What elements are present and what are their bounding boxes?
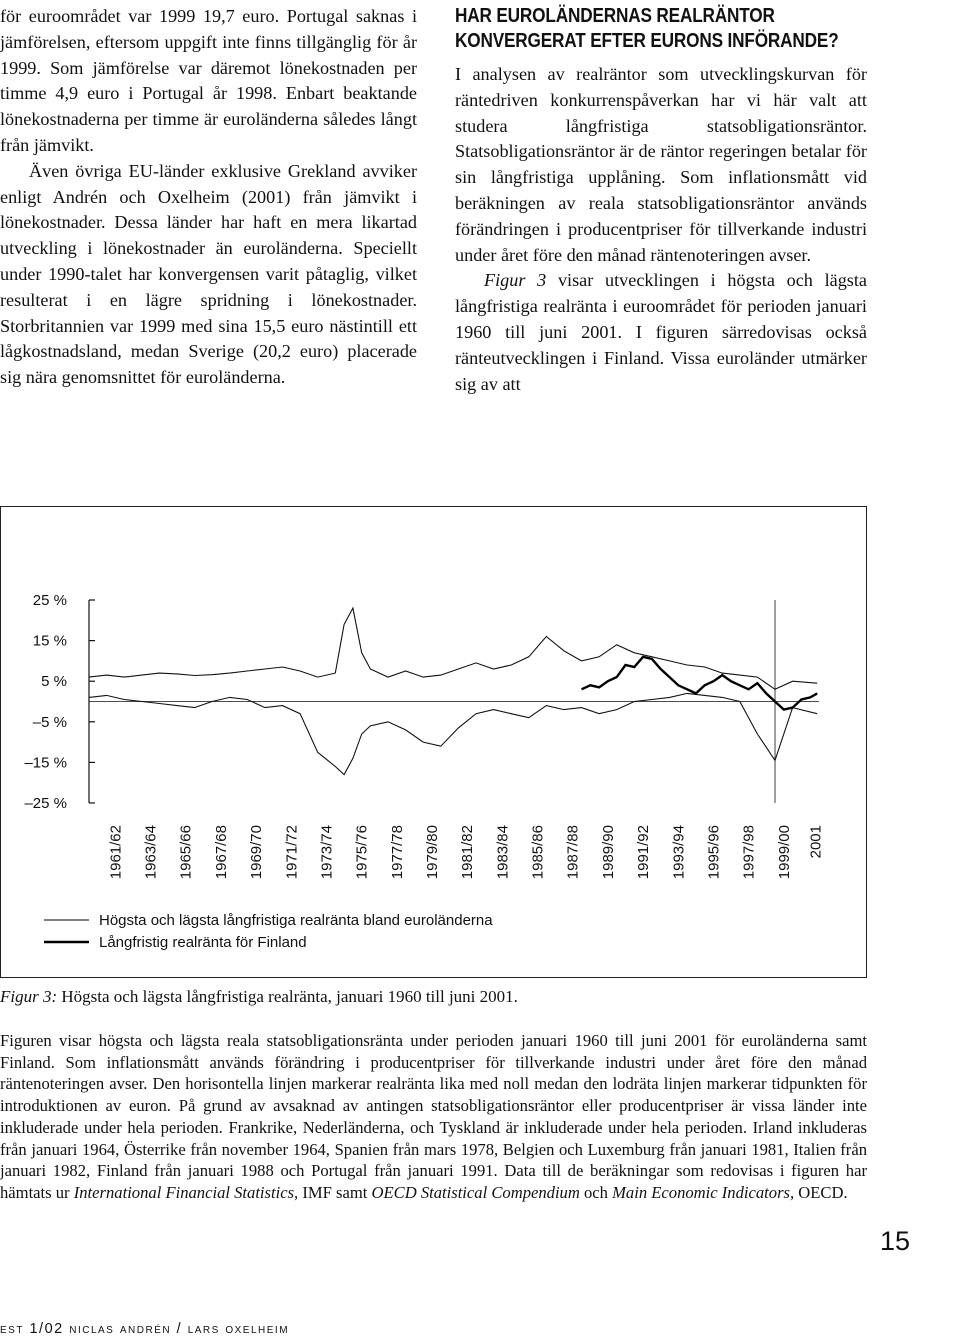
source-international-financial-statistics: International Financial Statistics, <box>73 1182 299 1202</box>
y-tick-label: –25 % <box>24 795 67 812</box>
y-tick-label: 5 % <box>41 673 67 691</box>
left-text-column <box>0 4 417 391</box>
x-tick-label: 1977/78 <box>388 825 406 880</box>
y-tick-label: 15 % <box>32 632 67 650</box>
section-heading-line-2: KONVERGERAT EFTER EURONS INFÖRANDE? <box>455 30 839 52</box>
source-oecd-statistical-compendium: OECD Statistical Compendium <box>371 1182 580 1202</box>
running-footer: est 1/02 niclas andrén / lars oxelheim <box>0 1321 290 1337</box>
legend-label: Långfristig realränta för Finland <box>99 934 307 951</box>
right-paragraph-2-text: visar utvecklingen i högsta och lägsta långfristiga realränta i euroområdet för perioden januari 1960 till juni 2001. I figuren särredovisas också ränteutvecklingen i Finland. Vissa euroländer utmärker sig av att <box>455 270 867 394</box>
description-text-2: IMF samt <box>298 1182 372 1202</box>
x-tick-label: 1997/98 <box>740 825 758 880</box>
section-heading-line-1: HAR EUROLÄNDERNAS REALRÄNTOR <box>455 5 775 27</box>
x-tick-label: 1993/94 <box>670 825 688 880</box>
y-tick-label: 25 % <box>32 592 67 609</box>
x-tick-label: 1961/62 <box>107 825 125 880</box>
x-tick-label: 1985/86 <box>529 825 547 880</box>
description-text-3: och <box>579 1182 613 1202</box>
series-highest-line <box>89 608 817 689</box>
figure-caption-label: Figur 3: <box>0 987 58 1006</box>
left-paragraph-1: för euroområdet var 1999 19,7 euro. Portugal saknas i jämförelsen, eftersom uppgift inte finns tillgänglig för år 1999. Som jämförelse var däremot lönekostnaden per timme 4,9 euro i Portugal år 1998. Enbart beaktande lönekostnaderna per timme är euroländerna således långt från jämvikt. <box>0 6 417 155</box>
figure-caption <box>0 986 867 1008</box>
section-heading <box>455 4 839 54</box>
x-tick-label: 1975/76 <box>353 825 371 880</box>
description-text-4: OECD. <box>794 1182 848 1202</box>
x-tick-label: 1965/66 <box>177 825 195 880</box>
y-tick-label: –15 % <box>24 754 67 772</box>
x-tick-label: 2001 <box>807 825 825 859</box>
x-tick-label: 1981/82 <box>459 825 477 880</box>
figure-reference: Figur 3 <box>484 270 547 291</box>
y-tick-label: –5 % <box>32 713 67 731</box>
x-tick-label: 1963/64 <box>142 825 160 880</box>
left-paragraph-2: Även övriga EU-länder exklusive Grekland avviker enligt Andrén och Oxelheim (2001) från jämvikt i lönekostnader. Dessa länder har haft en mera likartad utveckling i lönekostnader än euroländerna. Speciellt under 1990-talet har konvergensen varit påtaglig, vilket resulterat i en lägre spridning i lönekostnader. Storbritannien var 1999 med sina 15,5 euro nästintill ett lågkostnadsland, medan Sverige (20,2 euro) placerade sig nära genomsnittet för euroländerna. <box>0 160 417 388</box>
right-paragraph-1: I analysen av realräntor som utvecklingskurvan för räntedriven konkurrenspåverkan har vi här valt att studera långfristiga statsobligationsräntor. Statsobligationsräntor är de räntor regeringen betalar för sin långfristiga upplåning. Som inflationsmått vid beräkningen av reala statsobligationsräntor används förändringen i producentpriser för tillverkande industri under året före den månad räntenoteringen avser. <box>455 64 867 265</box>
figure-3-box <box>0 506 867 978</box>
description-text-1: Figuren visar högsta och lägsta reala statsobligationsränta under perioden januari 1960 till juni 2001 för euroländerna samt Finland. Som inflationsmått används förändring i producentpriser för tillverkande industri under året före den månad räntenoteringen avser. Den horisontella linjen markerar realränta lika med noll medan den lodräta linjen markerar tidpunkten för introduktionen av euron. På grund av avsaknad av antingen statsobligationsräntor eller producentpriser är vissa länder inte inkluderade under hela perioden. Frankrike, Nederländerna, och Tyskland är inkluderade under hela perioden. Irland inkluderas från januari 1964, Österrike från november 1964, Spanien från mars 1978, Belgien och Luxemburg från januari 1981, Italien från januari 1982, Finland från januari 1988 och Portugal från januari 1991. Data till de beräkningar som redovisas i figuren har hämtats ur <box>0 1031 867 1202</box>
real-interest-rate-chart <box>1 507 868 979</box>
x-tick-label: 1971/72 <box>283 825 301 880</box>
x-tick-label: 1999/00 <box>775 825 793 880</box>
x-tick-label: 1967/68 <box>212 825 230 880</box>
series-lowest-line <box>89 693 817 774</box>
legend-label: Högsta och lägsta långfristiga realränta bland euroländerna <box>99 912 493 929</box>
x-tick-label: 1987/88 <box>564 825 582 880</box>
x-tick-label: 1991/92 <box>635 825 653 880</box>
right-text-column <box>455 4 867 397</box>
x-tick-label: 1989/90 <box>599 825 617 880</box>
figure-description <box>0 1030 867 1204</box>
source-main-economic-indicators: Main Economic Indicators, <box>612 1182 795 1202</box>
right-paragraph-2 <box>455 268 867 397</box>
x-tick-label: 1973/74 <box>318 825 336 880</box>
figure-caption-text: Högsta och lägsta långfristiga realränta, januari 1960 till juni 2001. <box>57 987 518 1006</box>
x-tick-label: 1979/80 <box>424 825 442 880</box>
x-tick-label: 1969/70 <box>248 825 266 880</box>
x-tick-label: 1983/84 <box>494 825 512 880</box>
page-number: 15 <box>880 1226 911 1256</box>
x-tick-label: 1995/96 <box>705 825 723 880</box>
